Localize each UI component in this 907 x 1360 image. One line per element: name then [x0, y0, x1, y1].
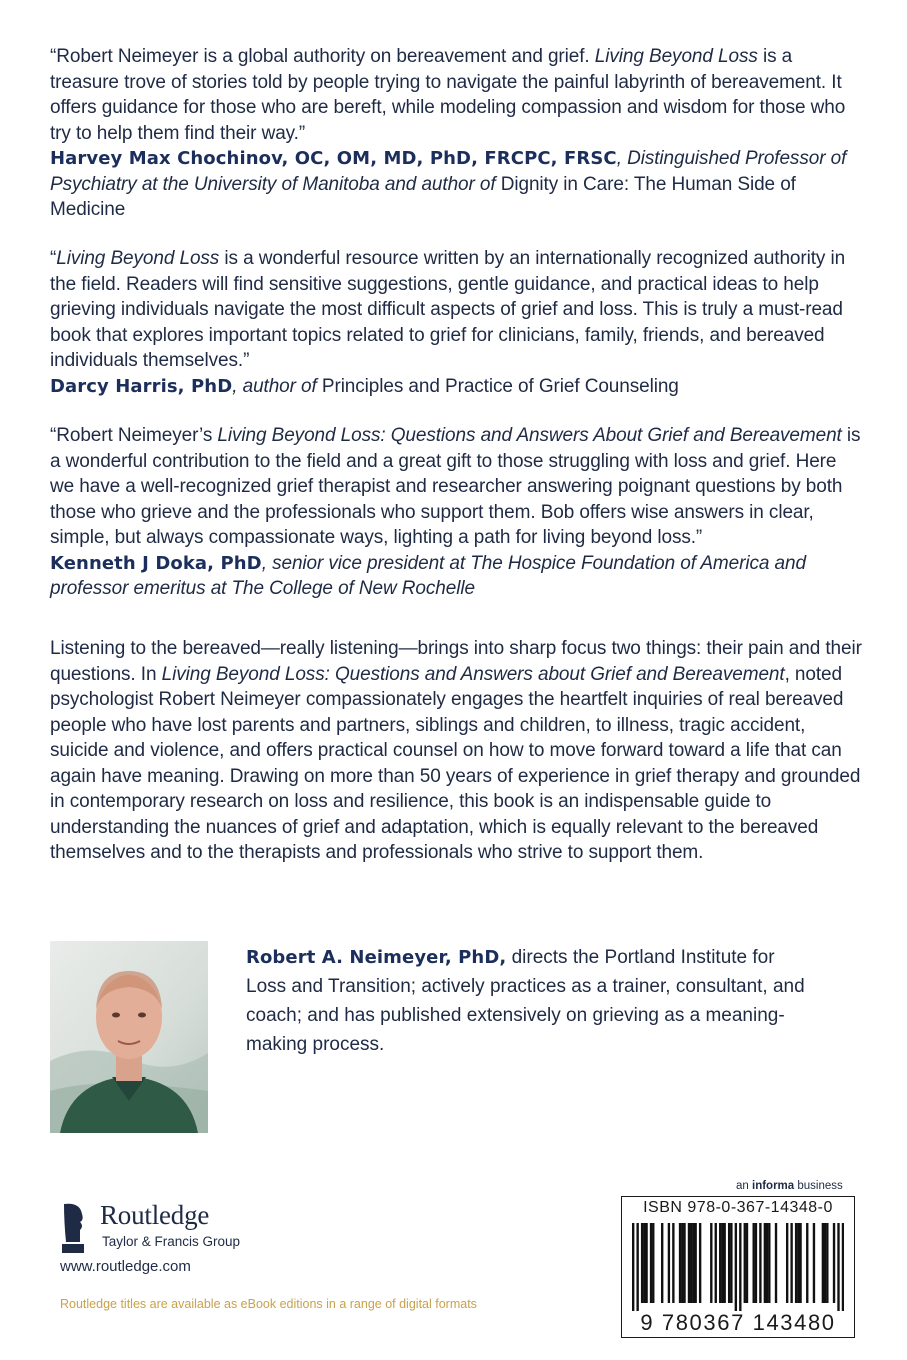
- endorsement-attribution: Harvey Max Chochinov, OC, OM, MD, PhD, FRCPC, FRSC, Distinguished Professor of Psychiatry at the University of Manitoba and author of Dignity in Care: The Human Side of Medicine: [50, 148, 847, 220]
- barcode-bar: [735, 1223, 737, 1311]
- endorsement-quote: “Robert Neimeyer is a global authority on bereavement and grief. Living Beyond Loss is a treasure trove of stories told by people trying to navigate the painful labyrinth of bereavement. It offers guidance for those who are bereft, while modeling compassion and wisdom for those who try to help them find their way.”: [50, 46, 846, 144]
- barcode-bar: [822, 1223, 824, 1303]
- barcode-bar: [672, 1223, 674, 1303]
- barcode-bar: [632, 1223, 634, 1311]
- barcode-bar: [681, 1223, 683, 1303]
- author-photo: [50, 941, 208, 1133]
- barcode-bar: [766, 1223, 768, 1303]
- barcode-bar: [652, 1223, 654, 1303]
- endorser-name: Kenneth J Doka, PhD: [50, 552, 262, 574]
- informa-business-label: an informa business: [736, 1180, 843, 1192]
- isbn-barcode: [621, 1196, 855, 1338]
- endorsement-attribution: Darcy Harris, PhD, author of Principles and Practice of Grief Counseling: [50, 375, 679, 397]
- ebook-note: Routledge titles are available as eBook editions in a range of digital formats: [60, 1297, 477, 1311]
- barcode-bar: [650, 1223, 652, 1303]
- publisher-website[interactable]: www.routledge.com: [60, 1258, 191, 1275]
- barcode-bar: [833, 1223, 835, 1303]
- endorsement-attribution: Kenneth J Doka, PhD, senior vice president at The Hospice Foundation of America and professor emeritus at The College of New Rochelle: [50, 552, 806, 599]
- barcode-bar: [759, 1223, 761, 1303]
- routledge-logo: [50, 1198, 310, 1258]
- barcode-bar: [739, 1223, 741, 1311]
- book-description: Listening to the bereaved—really listening—brings into sharp focus two things: their pain and their questions. In Living Beyond Loss: Questions and Answers about Grief and Bereavement, noted psychologist Robert Neimeyer compassionately engages the heartfelt inquiries of real bereaved people who have lost parents and partners, siblings and children, to illness, tragic accident, suicide and violence, and offers practical counsel on how to move forward toward a life that can again have meaning. Drawing on more than 50 years of experience in grief therapy and grounded in contemporary research on loss and resilience, this book is an indispensable guide to understanding the nuances of grief and adaptation, which is equally relevant to the bereaved themselves and to the therapists and professionals who strive to support them.: [50, 638, 862, 863]
- barcode-bar: [764, 1223, 766, 1303]
- barcode-bar: [679, 1223, 681, 1303]
- barcode-bar: [688, 1223, 690, 1303]
- publisher-name: Routledge: [100, 1200, 210, 1230]
- barcode-bar: [753, 1223, 755, 1303]
- barcode-bar: [755, 1223, 757, 1303]
- barcode-bar: [710, 1223, 712, 1303]
- barcode-bar: [744, 1223, 746, 1303]
- barcode-bar: [715, 1223, 717, 1303]
- barcode-bar: [837, 1223, 839, 1311]
- barcode-bar: [806, 1223, 808, 1303]
- endorsement-chochinov: [50, 44, 865, 223]
- barcode-bar: [799, 1223, 801, 1303]
- barcode-bar: [723, 1223, 725, 1303]
- publisher-group: Taylor & Francis Group: [102, 1234, 241, 1249]
- isbn-label: ISBN 978-0-367-14348-0: [643, 1199, 833, 1216]
- endorsement-quote: “Living Beyond Loss is a wonderful resource written by an internationally recognized authority in the field. Readers will find sensitive suggestions, gentle guidance, and practical ideas to help grieving individuals navigate the most difficult aspects of grief and loss. This is truly a must-read book that explores important topics related to grief for clinicians, family, friends, and bereaved individuals themselves.”: [50, 248, 846, 371]
- barcode-digits: 9 780367 143480: [640, 1310, 836, 1335]
- author-bio: Robert A. Neimeyer, PhD, directs the Portland Institute for Loss and Transition; actively practices as a trainer, consultant, and coach; and has published extensively on grieving as a meaning-making process.: [246, 947, 805, 1055]
- barcode-bar: [824, 1223, 826, 1303]
- barcode-bar: [721, 1223, 723, 1303]
- endorsement-harris: [50, 246, 865, 399]
- barcode-bar: [730, 1223, 732, 1303]
- barcode-bar: [797, 1223, 799, 1303]
- barcode-bar: [728, 1223, 730, 1303]
- endorser-name: Harvey Max Chochinov, OC, OM, MD, PhD, FRCPC, FRSC: [50, 148, 617, 169]
- barcode-bar: [643, 1223, 645, 1303]
- barcode-bar: [768, 1223, 770, 1303]
- barcode-bar: [692, 1223, 694, 1303]
- barcode-bar: [795, 1223, 797, 1303]
- barcode-bar: [641, 1223, 643, 1303]
- barcode-bar: [813, 1223, 815, 1303]
- barcode-bar: [636, 1223, 638, 1311]
- barcode-bar: [661, 1223, 663, 1303]
- barcode-bar: [790, 1223, 792, 1303]
- barcode-bar: [668, 1223, 670, 1303]
- barcode-bar: [699, 1223, 701, 1303]
- barcode-bar: [690, 1223, 692, 1303]
- barcode-bar: [645, 1223, 647, 1303]
- barcode-bar: [683, 1223, 685, 1303]
- barcode-bar: [694, 1223, 696, 1303]
- barcode-bar: [719, 1223, 721, 1303]
- barcode-bar: [842, 1223, 844, 1311]
- author-name: Robert A. Neimeyer, PhD,: [246, 947, 507, 968]
- barcode-bar: [775, 1223, 777, 1303]
- barcode-bar: [786, 1223, 788, 1303]
- endorsement-quote: “Robert Neimeyer’s Living Beyond Loss: Questions and Answers About Grief and Bereavement is a wonderful contribution to the field and a great gift to those struggling with loss and grief. Here we have a well-recognized grief therapist and researcher answering poignant questions by both those who grieve and the professionals who support them. Bob offers wise answers in clear, simple, but always compassionate ways, lighting a path for living beyond loss.”: [50, 425, 861, 548]
- barcode-bar: [826, 1223, 828, 1303]
- routledge-head-icon: [60, 1202, 86, 1254]
- barcode-bar: [746, 1223, 748, 1303]
- endorser-name: Darcy Harris, PhD: [50, 375, 233, 397]
- barcode-bars: [632, 1223, 844, 1311]
- endorsement-doka: [50, 423, 865, 602]
